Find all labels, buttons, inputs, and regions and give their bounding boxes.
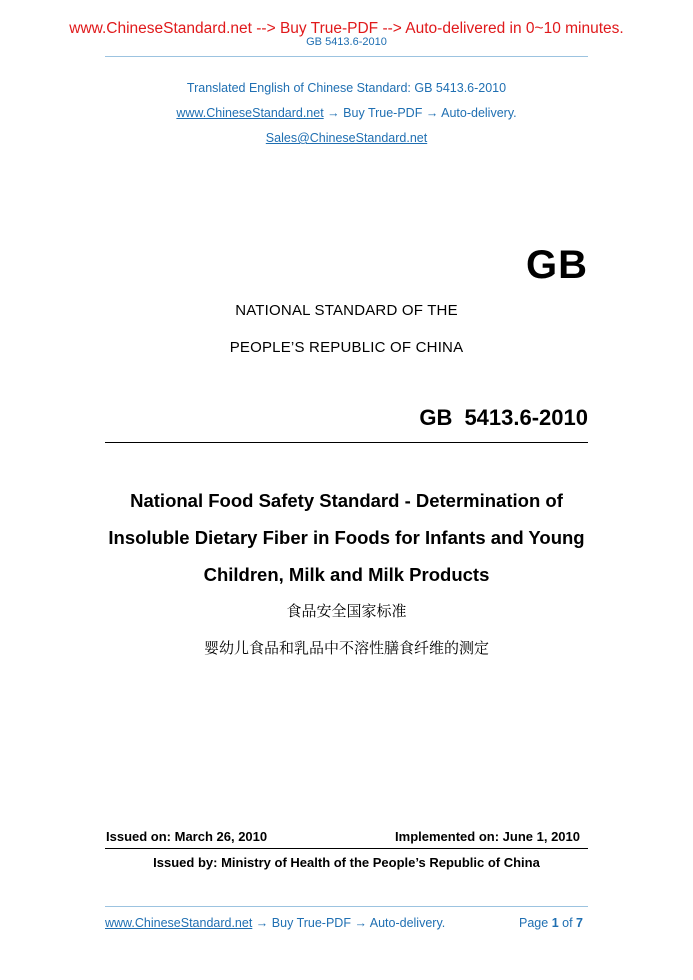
chinese-title-line-2: 婴幼儿食品和乳品中不溶性膳食纤维的测定 xyxy=(203,639,489,657)
title-line-1: National Food Safety Standard - Determination of xyxy=(130,490,563,511)
banner-auto-text: Auto-delivered in 0~10 minutes. xyxy=(405,20,624,37)
page-total: 7 xyxy=(576,916,583,930)
auto-delivery-text: Auto-delivery. xyxy=(441,106,517,120)
sales-email-link[interactable]: Sales@ChineseStandard.net xyxy=(265,131,428,145)
standard-number: GB 5413.6-2010 xyxy=(419,405,588,430)
gb-logo: GB xyxy=(526,243,588,287)
footer-auto-text: Auto-delivery. xyxy=(369,916,446,930)
page-indicator xyxy=(519,916,583,930)
banner-site-link[interactable]: www.ChineseStandard.net xyxy=(69,20,252,37)
title-line-3: Children, Milk and Milk Products xyxy=(203,564,490,585)
footer-purchase-line xyxy=(105,916,445,930)
arrow-right-icon: → xyxy=(255,916,269,930)
title-rule xyxy=(105,442,588,443)
issued-by: Issued by: Ministry of Health of the People’s Republic of China xyxy=(153,855,540,870)
footer-divider xyxy=(105,906,588,907)
translated-notice: Translated English of Chinese Standard: GB 5413.6-2010 xyxy=(186,81,507,95)
arrow-right-icon: → xyxy=(354,916,367,930)
arrow-right-icon: → xyxy=(425,106,439,120)
issue-rule xyxy=(105,848,588,849)
banner-separator: --> xyxy=(378,20,406,37)
site-link[interactable]: www.ChineseStandard.net xyxy=(176,106,324,120)
national-standard-line2: PEOPLE’S REPUBLIC OF CHINA xyxy=(229,339,464,356)
footer-site-link[interactable]: www.ChineseStandard.net xyxy=(105,916,253,930)
page-current: 1 xyxy=(551,916,559,930)
implemented-on: Implemented on: June 1, 2010 xyxy=(395,829,580,844)
arrow-right-icon: → xyxy=(327,106,340,120)
header-doc-code: GB 5413.6-2010 xyxy=(306,36,387,48)
page-label: Page xyxy=(519,916,549,930)
chinese-title-line-1: 食品安全国家标准 xyxy=(286,602,407,620)
banner-separator: --> xyxy=(251,20,280,37)
page-of-label: of xyxy=(562,916,573,930)
header-divider xyxy=(105,56,588,57)
national-standard-line1: NATIONAL STANDARD OF THE xyxy=(235,302,458,319)
title-line-2: Insoluble Dietary Fiber in Foods for Infants and Young xyxy=(108,527,585,548)
email-line xyxy=(0,131,693,145)
banner-buy-link[interactable]: Buy True-PDF xyxy=(279,20,379,37)
purchase-line xyxy=(0,106,693,120)
footer-buy-text: Buy True-PDF xyxy=(271,916,351,930)
issued-on: Issued on: March 26, 2010 xyxy=(106,829,268,844)
buy-pdf-text: Buy True-PDF xyxy=(343,106,423,120)
